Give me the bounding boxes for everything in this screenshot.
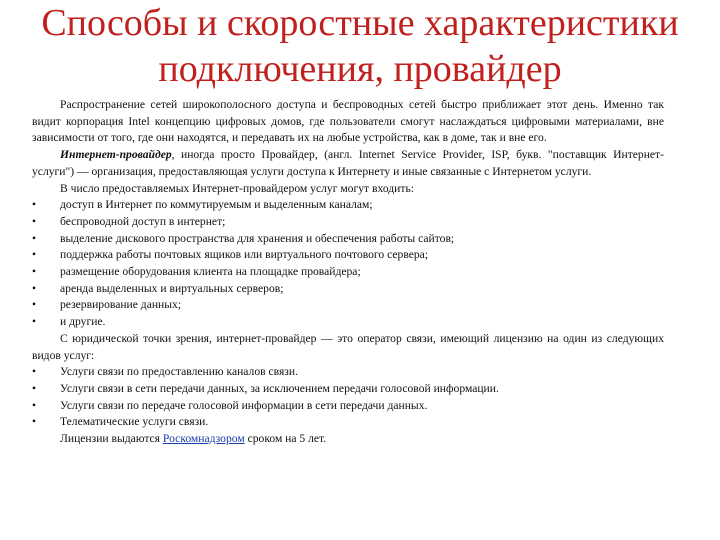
list-item: • Телематические услуги связи. [32, 414, 664, 431]
bullet-icon: • [32, 248, 37, 262]
bullet-icon: • [32, 415, 37, 429]
bullet-icon: • [32, 231, 37, 245]
list-item: • выделение дискового пространства для хранения и обеспечения работы сайтов; [32, 231, 664, 248]
slide-title-line-2: подключения, провайдер [158, 48, 562, 90]
bullet-icon: • [32, 281, 37, 295]
list-item: • поддержка работы почтовых ящиков или виртуального почтового сервера; [32, 247, 664, 264]
definition-text: , иногда просто Провайдер, (англ. Internet Service Provider, ISP, букв. "поставщик Интернет-услуги") — организация, предоставляющая услуги доступа к Интернету и иные связанные с Интернетом услуги. [32, 148, 664, 178]
definition-term: Интернет-провайдер [60, 148, 172, 162]
licenses-list [32, 364, 664, 431]
bullet-icon: • [32, 365, 37, 379]
intro-paragraph: Распространение сетей широкополосного доступа и беспроводных сетей быстро приближает этот день. Именно так видит корпорация Intel концепцию цифровых домов, где пользователи смогут наслаждаться цифровыми материалами, вне зависимости от того, где они находятся, и передавать их на любые устройства, как в доме, так и вне его. [32, 98, 664, 145]
list-item: • аренда выделенных и виртуальных серверов; [32, 281, 664, 298]
list-item: • размещение оборудования клиента на площадке провайдера; [32, 264, 664, 281]
legal-paragraph: С юридической точки зрения, интернет-провайдер — это оператор связи, имеющий лицензию на один из следующих видов услуг: [32, 331, 664, 362]
bullet-icon: • [32, 315, 37, 329]
definition-paragraph [32, 147, 664, 180]
list-item: • беспроводной доступ в интернет; [32, 214, 664, 231]
roskomnadzor-link[interactable]: Роскомнадзором [162, 432, 245, 446]
list-item: • Услуги связи по передаче голосовой информации в сети передачи данных. [32, 398, 664, 415]
bullet-icon: • [32, 398, 37, 412]
closing-paragraph [32, 431, 664, 448]
slide-title-line-1: Способы и скоростные характеристики [41, 2, 679, 44]
list-item: • и другие. [32, 314, 664, 331]
bullet-icon: • [32, 265, 37, 279]
list-item: • доступ в Интернет по коммутируемым и выделенным каналам; [32, 197, 664, 214]
closing-text-before: Лицензии выдаются [60, 432, 163, 446]
closing-text-after: сроком на 5 лет. [244, 432, 327, 446]
bullet-icon: • [32, 198, 37, 212]
list-item: • Услуги связи по предоставлению каналов связи. [32, 364, 664, 381]
list-item: • Услуги связи в сети передачи данных, за исключением передачи голосовой информации. [32, 381, 664, 398]
bullet-icon: • [32, 298, 37, 312]
services-list [32, 197, 664, 331]
slide-title [0, 0, 720, 92]
list-item: • резервирование данных; [32, 297, 664, 314]
services-intro: В число предоставляемых Интернет-провайдером услуг могут входить: [60, 181, 414, 195]
bullet-icon: • [32, 214, 37, 228]
slide-body [32, 97, 664, 448]
bullet-icon: • [32, 381, 37, 395]
